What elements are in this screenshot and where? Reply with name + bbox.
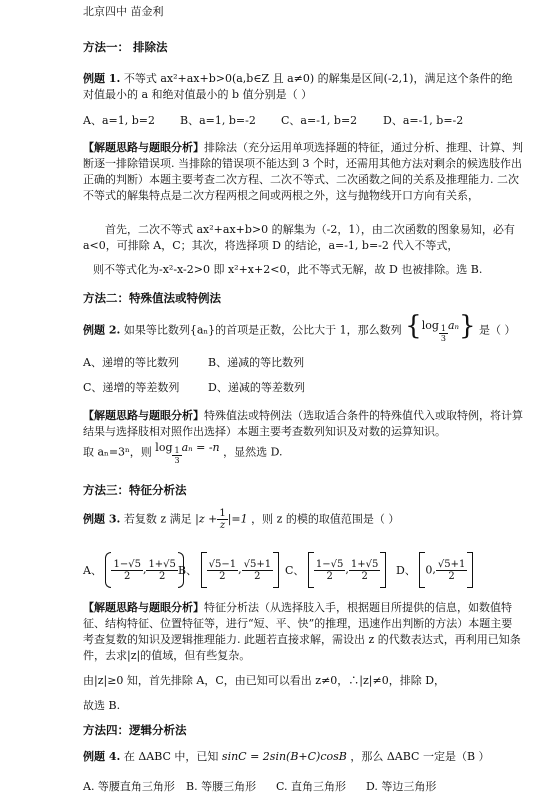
log-base-den: 3: [440, 334, 446, 343]
sol-log-base-num: 1: [174, 446, 180, 455]
z-pre: |z +: [195, 512, 218, 526]
ex4-math: sinC = 2sin(B+C)cosB: [221, 750, 347, 763]
ex4-option-b: B. 等腰三角形: [186, 780, 257, 793]
d-lo: 0: [425, 563, 433, 577]
ex1-option-a: A、a=1, b=2: [83, 114, 155, 127]
z-frac-den: z: [219, 520, 226, 531]
c-lo-den: 2: [326, 570, 333, 582]
ex2-option-c: C、递增的等差数列: [83, 381, 180, 394]
method2-title: 方法二：特殊值法或特例法: [83, 291, 221, 305]
ex3-option-d: D、 0, $\frac{√5+1}{2}$: [396, 552, 473, 588]
ex3-option-b: B、 $\frac{√5-1}{2}$ , $\frac{√5+1}{2}$: [178, 552, 279, 588]
sol-log-text: log: [155, 441, 173, 454]
ex2-solution: [83, 440, 523, 465]
example2-label: 例题 2.: [83, 323, 121, 337]
sol-log-base-den: 3: [174, 456, 180, 465]
example2-tail: 是（ ）: [479, 323, 516, 337]
ex3-option-c: C、 $\frac{1-√5}{2}$ , $\frac{1+√5}{2}$: [285, 552, 386, 588]
z-post: |=1: [227, 512, 248, 526]
ex3-post: ，则 z 的模的取值范围是（ ）: [251, 512, 400, 526]
log-base-num: 1: [440, 324, 446, 333]
ex2-analysis: [83, 408, 523, 440]
a-lo-num: 1−√5: [113, 558, 141, 570]
a-hi-num: 1+√5: [148, 558, 176, 570]
ex3-opt-d-label: D、: [396, 564, 416, 577]
author-line: 北京四中 苗金利: [83, 5, 164, 18]
method3-title: 方法三：特征分析法: [83, 483, 187, 497]
z-frac-num: 1: [219, 508, 226, 519]
example4-question: [83, 749, 543, 765]
example4-label: 例题 4.: [83, 750, 121, 763]
example1-text: 不等式 ax²+ax+b>0(a,b∈Z 且 a≠0) 的解集是区间(-2,1)，满足这个条件的绝对值最小的 a 和绝对值最小的 b 值分别是（ ）: [83, 72, 513, 101]
b-lo-num: √5−1: [208, 558, 237, 570]
ex1-analysis-label: 【解题思路与题眼分析】: [83, 141, 204, 154]
method4-title: 方法四：逻辑分析法: [83, 723, 187, 737]
example3-label: 例题 3.: [83, 512, 121, 526]
c-hi-num: 1+√5: [350, 558, 379, 570]
ex3-solution-2: 故选 B.: [83, 699, 121, 712]
ex2-option-a: A、递增的等比数列: [83, 356, 179, 369]
ex4-option-a: A. 等腰直角三角形: [83, 780, 175, 793]
ex4-option-c: C. 直角三角形: [276, 780, 347, 793]
ex1-analysis: [83, 140, 523, 204]
ex2-analysis-text: 特殊值法或特例法（选取适合条件的特殊值代入或取特例，将计算结果与选择肢相对照作出选择）本题主要考查数列知识及对数的运算知识。: [83, 409, 523, 438]
example3-question: [83, 508, 523, 531]
ex3-opt-c-label: C、: [285, 564, 305, 577]
c-lo-num: 1−√5: [315, 558, 344, 570]
method1-title: 方法一： 排除法: [83, 40, 168, 54]
sol-a-n: aₙ: [181, 441, 193, 454]
ex3-solution-1: 由|z|≥0 知，首先排除 A，C，由已知可以看出 z≠0，∴|z|≠0，排除 D，: [83, 674, 446, 687]
ex1-option-d: D、a=-1, b=-2: [383, 114, 464, 127]
a-lo-den: 2: [124, 570, 131, 582]
ex1-option-c: C、a=-1, b=2: [281, 114, 358, 127]
c-hi-den: 2: [361, 570, 368, 582]
ex2-sol-post: ，显然选 D.: [223, 445, 283, 459]
ex3-option-a: A、 $\frac{1-√5}{2}$ , $\frac{1+√5}{2}$: [83, 552, 184, 588]
sol-eq: = -n: [196, 441, 220, 454]
ex1-option-b: B、a=1, b=-2: [180, 114, 256, 127]
ex4-post: ，那么 ΔABC 一定是（B ）: [350, 750, 490, 763]
ex3-analysis-label: 【解题思路与题眼分析】: [83, 601, 204, 614]
example1-label: 例题 1.: [83, 72, 121, 85]
ex4-pre: 在 ΔABC 中，已知: [123, 750, 219, 763]
ex1-solution-1: 首先，二次不等式 ax²+ax+b>0 的解集为（-2，1），由二次函数的图象易知，必有 a<0，可排除 A，C；其次，将选择项 D 的结论，a=-1, b=-2 代入不等式，: [83, 223, 515, 252]
ex2-option-b: B、递减的等比数列: [208, 356, 305, 369]
d-hi-num: √5+1: [437, 558, 466, 570]
ex2-option-d: D、递减的等差数列: [208, 381, 305, 394]
ex3-pre: 若复数 z 满足: [123, 512, 192, 526]
b-hi-den: 2: [254, 570, 261, 582]
ex1-analysis-text: 排除法（充分运用单项选择题的特征，通过分析、推理、计算、判断逐一排除错误项. 当排除的错误项不能达到 3 个时，还需用其他方法对剩余的候选肢作出正确的判断）本题主要考查二次方程、二次不等式、二次函数之间的关系及推理能力. 二次不等式的解集特点是二次方程两根之间或两根之外，这与抛物线开口方向有关系，: [83, 141, 523, 202]
log-sequence-expr: {log $\frac{1}{3}$ aₙ}: [405, 311, 476, 343]
ex3-analysis: [83, 600, 523, 664]
ex3-analysis-text: 特征分析法（从选择肢入手，根据题目所提供的信息，如数值特征、结构特征、位置特征等，进行“短、平、快”的推理，迅速作出判断的方法）本题主要考查复数的知识及逻辑推理能力. 此题若直接求解，需设出 z 的代数表达式，再利用已知条件，去求|z|的值域，但有些复杂。: [83, 601, 521, 662]
ex3-opt-b-label: B、: [178, 564, 198, 577]
ex2-analysis-label: 【解题思路与题眼分析】: [83, 409, 204, 422]
log-text: log: [421, 319, 439, 332]
b-hi-num: √5+1: [243, 558, 272, 570]
ex2-sol-pre: 取 aₙ=3ⁿ，则: [83, 445, 152, 459]
b-lo-den: 2: [219, 570, 226, 582]
ex3-opt-a-label: A、: [83, 564, 102, 577]
a-n: aₙ: [447, 319, 459, 332]
example1-question: [83, 71, 523, 103]
a-hi-den: 2: [158, 570, 166, 582]
example2-text: 如果等比数列{aₙ}的首项是正数，公比大于 1，那么数列: [123, 323, 402, 337]
ex4-option-d: D. 等边三角形: [366, 780, 437, 793]
example2-question: [83, 311, 543, 343]
d-hi-den: 2: [448, 570, 455, 582]
ex1-solution-2: 则不等式化为-x²-x-2>0 即 x²+x+2<0，此不等式无解，故 D 也被排除。选 B.: [93, 263, 483, 276]
